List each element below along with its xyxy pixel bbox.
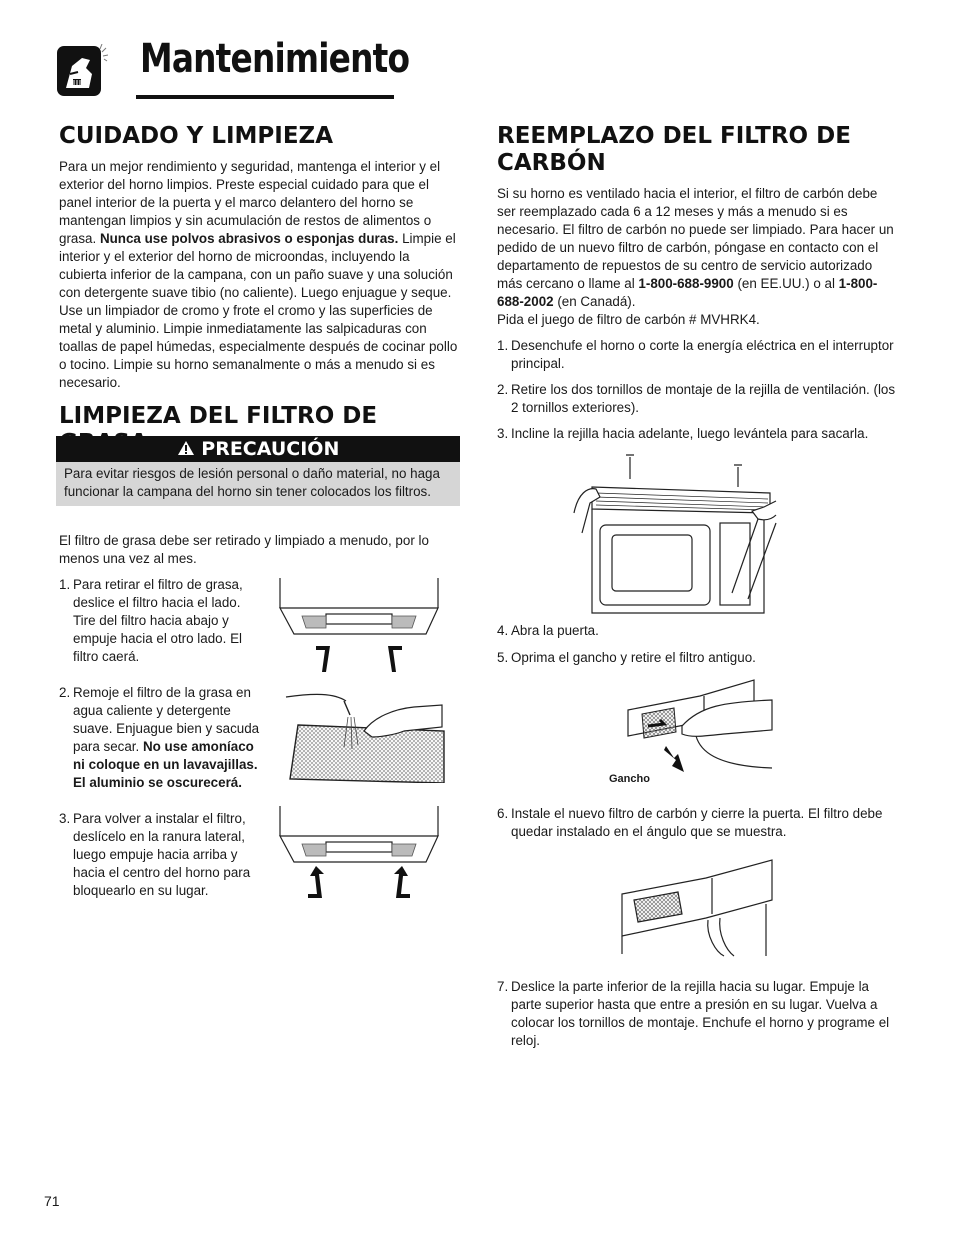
section-cuidado (59, 123, 459, 392)
caution-header (56, 436, 460, 462)
carbon-step-3: 3. Incline la rejilla hacia adelante, luego levántela para sacarla. (497, 426, 869, 441)
filter-install-illustration (276, 804, 442, 907)
section-carbon (497, 123, 897, 443)
carbon-step-6: 6. Instale el nuevo filtro de carbón y cierre la puerta. El filtro debe quedar instalado en el ángulo que se muestra. (497, 806, 883, 839)
page-title: Mantenimiento (140, 36, 410, 82)
grasa-step-1: 1. Para retirar el filtro de grasa, deslice el filtro hacia el lado. Tire del filtro hacia abajo y empuje hacia el otro lado. El filtro caerá. (59, 577, 243, 664)
grasa-step-2: 2. Remoje el filtro de la grasa en agua caliente y detergente suave. Enjuague bien y sacuda para secar. No use amoníaco ni coloque en un lavavajillas. El aluminio se oscurecerá. (59, 685, 260, 790)
grasa-steps (59, 576, 264, 900)
hook-label: Gancho (609, 773, 650, 785)
carbon-step-6-block (497, 805, 897, 841)
carbon-step-1: 1. Desenchufe el horno o corte la energía eléctrica en el interruptor principal. (497, 338, 894, 371)
carbon-intro: Si su horno es ventilado hacia el interior, el filtro de carbón debe ser reemplazado cada 6 a 12 meses y más a menudo si es necesario. El filtro de carbón no puede ser limpiado. Para hacer un pedido de un nuevo filtro de carbón, póngase en contacto con el departamento de repuestos de su centro de servicio autorizado más cercano o llame al 1-800-688-9900 (en EE.UU.) o al 1-800-688-2002 (en Canadá). Pida el juego de filtro de carbón # MVHRK4. (497, 186, 894, 327)
warning-triangle-icon (177, 438, 202, 460)
grasa-intro: El filtro de grasa debe ser retirado y limpiado a menudo, por lo menos una vez al mes. (59, 533, 429, 566)
carbon-step-7-block (497, 978, 897, 1050)
caution-box (56, 436, 460, 506)
heading-cuidado: CUIDADO Y LIMPIEZA (59, 123, 334, 149)
carbon-step-4: 4. Abra la puerta. (497, 623, 599, 638)
hook-release-illustration (604, 676, 776, 785)
heading-carbon: REEMPLAZO DEL FILTRO DE CARBÓN (497, 123, 851, 176)
filter-soaking-illustration (284, 687, 446, 788)
carbon-steps-4-5 (497, 622, 897, 667)
carbon-step-2: 2. Retire los dos tornillos de montaje de la rejilla de ventilación. (los 2 tornillos exteriores). (497, 382, 896, 415)
filter-removal-illustration (276, 576, 442, 681)
cuidado-paragraph: Para un mejor rendimiento y seguridad, mantenga el interior y el exterior del horno limpios. Preste especial cuidado para que el panel interior de la puerta y el marco delantero del horno se mantengan limpios y sin acumulación de restos de alimentos o grasa. Nunca use polvos abrasivos o esponjas duras. Limpie el interior y el exterior del horno de microondas, incluyendo la cubierta inferior de la campana, con un paño suave y una solución con detergente suave tibio (no caliente). Luego enjuague y seque. Use un limpiador de cromo y frote el cromo y las superficies de metal y aluminio. Limpie inmediatamente las salpicaduras con toallas de papel húmedas, especialmente después de cocinar pollo o tocino. Limpie su horno semanalmente o más a menudo si es necesario. (59, 159, 458, 390)
caution-text: Para evitar riesgos de lesión personal o daño material, no haga funcionar la campana del horno sin tener colocados los filtros. (56, 462, 460, 506)
carbon-step-5: 5. Oprima el gancho y retire el filtro antiguo. (497, 650, 756, 665)
grasa-step-3: 3. Para volver a instalar el filtro, deslícelo en la ranura lateral, luego empuje hacia arriba y hacia el centro del horno para bloquearlo en su lugar. (59, 811, 251, 898)
carbon-step-7: 7. Deslice la parte inferior de la rejilla hacia su lugar. Empuje la parte superior hasta que entre a presión en su lugar. Vuelva a colocar los tornillos de montaje. Enchufe el horno y programe el reloj. (497, 979, 890, 1048)
cleaning-hand-icon (56, 44, 108, 98)
page-number: 71 (44, 1193, 60, 1209)
filter-installed-illustration (616, 856, 776, 965)
title-rule (136, 95, 394, 99)
heading-grasa: LIMPIEZA DEL FILTRO DE (59, 403, 378, 429)
caution-title: PRECAUCIÓN (201, 438, 340, 460)
grille-removal-illustration (572, 453, 778, 622)
